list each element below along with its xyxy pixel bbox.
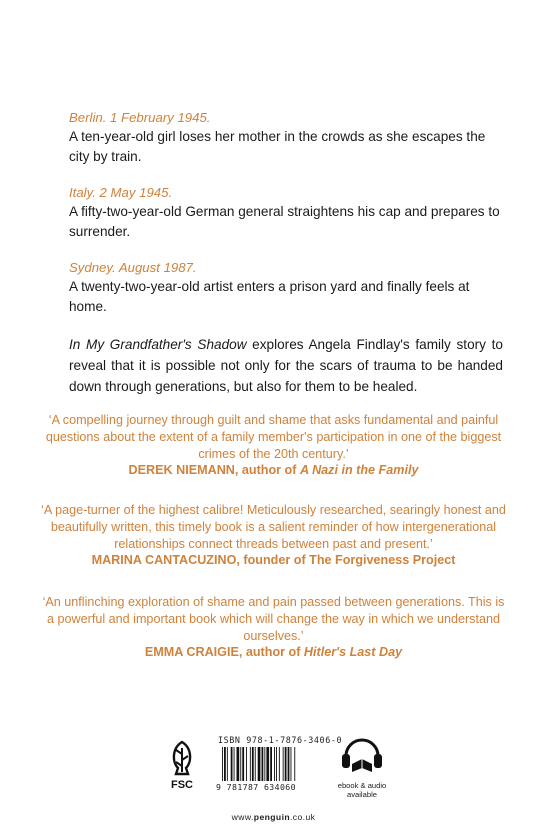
vignette-text: A twenty-two-year-old artist enters a prison yard and finally feels at home. [69, 279, 470, 314]
svg-text:FSC: FSC [171, 779, 193, 791]
headphones-book-icon [338, 732, 386, 776]
vignette-text: A fifty-two-year-old German general straightens his cap and prepares to surrender. [69, 204, 500, 239]
vignette-berlin [69, 108, 509, 167]
publisher-url[interactable]: www.penguin.co.uk [231, 812, 316, 822]
quote-attribution: EMMA CRAIGIE, author of Hitler's Last Day [144, 645, 403, 660]
vignette-italy [69, 183, 509, 242]
ebook-label: ebook & audio [337, 781, 387, 790]
review-quote-craigie [40, 594, 507, 661]
book-title: In My Grandfather's Shadow [69, 337, 247, 352]
vignette-place: Italy. 2 May 1945. [69, 185, 173, 200]
barcode-digits: 9 781787 634060 [216, 782, 296, 792]
quote-text: ‘A page-turner of the highest calibre! Meticulously researched, searingly honest and beautifully written, this timely book is a salient reminder of how intergenerational relationships connect threads between past and present.’ [41, 503, 506, 551]
review-quote-cantacuzino [40, 502, 507, 569]
quote-text: ‘A compelling journey through guilt and shame that asks fundamental and painful questions about the extent of a family member's participation in one of the biggest crimes of the 20th century.’ [45, 413, 502, 461]
review-quote-niemann [40, 412, 507, 479]
book-blurb [69, 334, 503, 397]
ebook-audio-badge [334, 732, 390, 798]
blurb-text: explores Angela Findlay's family story to reveal that it is possible not only for the scars of trauma to be handed down through generations, but also for them to be healed. [69, 337, 503, 394]
barcode-bars [222, 747, 314, 783]
fsc-logo [162, 738, 202, 794]
vignette-text: A ten-year-old girl loses her mother in the crowds as she escapes the city by train. [69, 129, 486, 164]
vignette-place: Sydney. August 1987. [69, 260, 197, 275]
ebook-available-label: available [347, 790, 377, 799]
fsc-tree-icon [162, 738, 202, 794]
quote-attribution: MARINA CANTACUZINO, founder of The Forgiveness Project [91, 553, 456, 568]
vignette-place: Berlin. 1 February 1945. [69, 110, 211, 125]
isbn-number: ISBN 978-1-7876-3406-0 [218, 735, 343, 745]
isbn-barcode [216, 735, 343, 793]
quote-attribution: DEREK NIEMANN, author of A Nazi in the Family [128, 463, 419, 478]
vignette-sydney [69, 258, 509, 317]
quote-text: ‘An unflinching exploration of shame and pain passed between generations. This is a powerful and important book which will change the way in which we understand ourselves.’ [42, 595, 505, 643]
